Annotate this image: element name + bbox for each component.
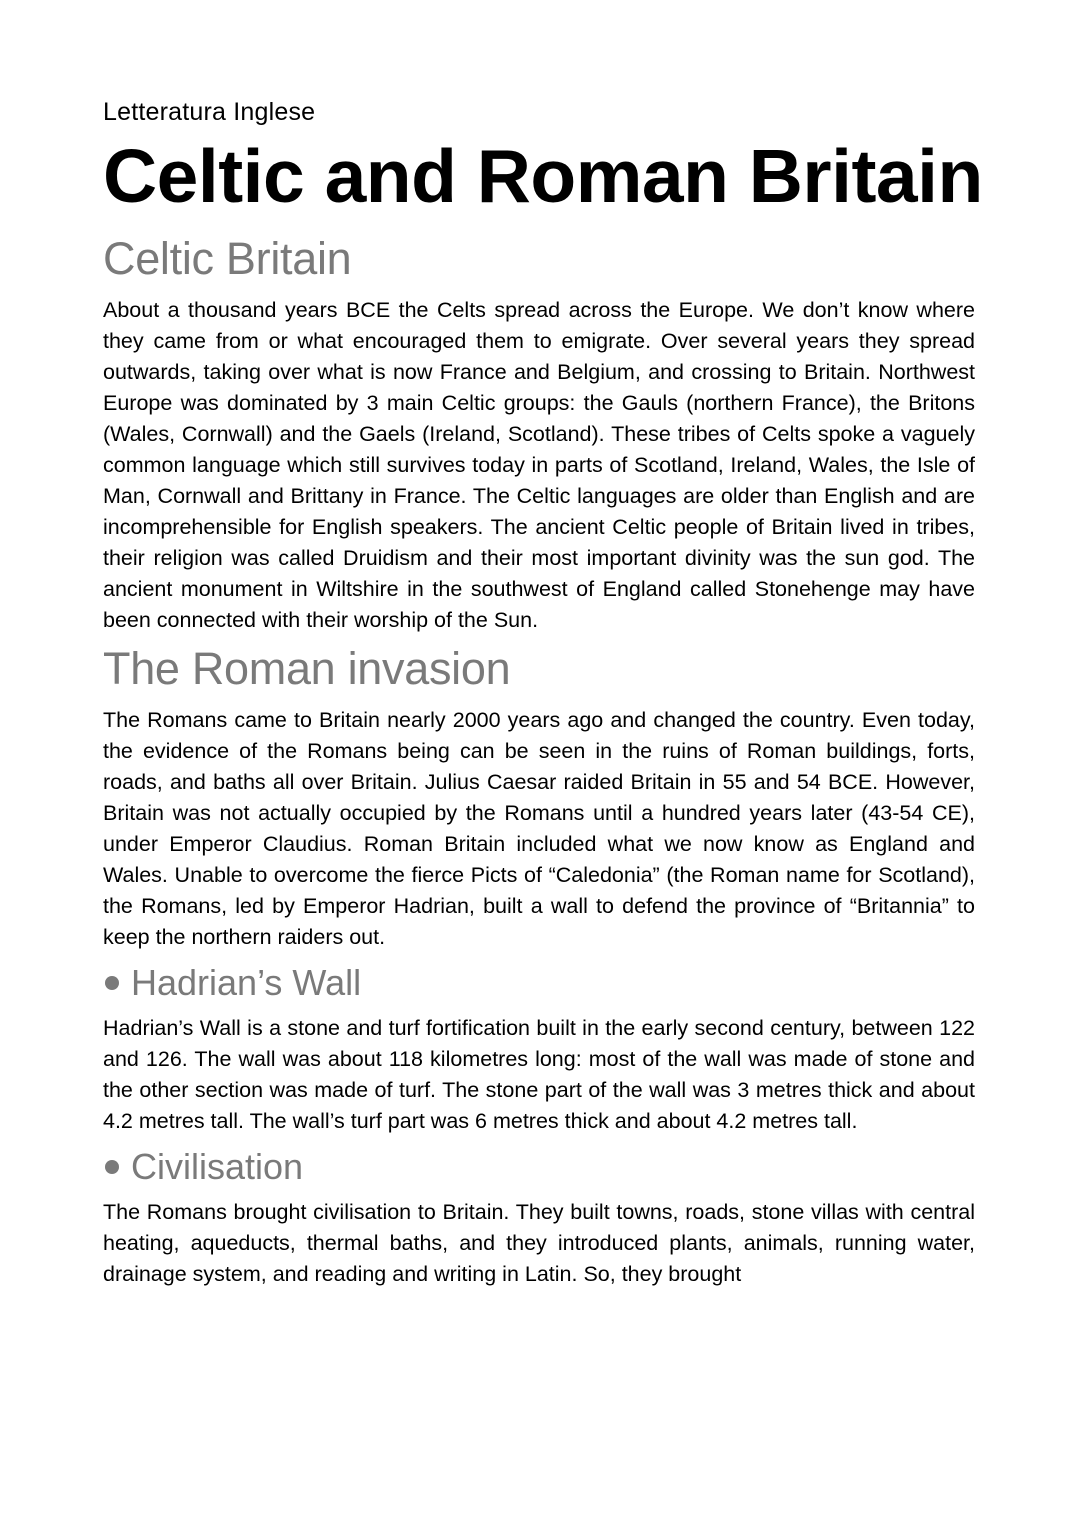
section-body-civilisation: The Romans brought civilisation to Britain. They built towns, roads, stone villas with central heating, aqueducts, thermal baths, and they introduced plants, animals, running water, drainage system, and reading and writing in Latin. So, they brought [103, 1200, 975, 1286]
subsection-heading-label: Hadrian’s Wall [131, 962, 362, 1003]
section-heading-roman-invasion: The Roman invasion [103, 643, 511, 694]
subsection-heading-label: Civilisation [131, 1146, 304, 1187]
bullet-icon [105, 976, 119, 990]
document-page [103, 98, 983, 1300]
subject-label: Letteratura Inglese [103, 98, 316, 126]
section-body-hadrians-wall: Hadrian’s Wall is a stone and turf fortification built in the early second century, between 122 and 126. The wall was about 118 kilometres long: most of the wall was made of stone and the other section was made of turf. The stone part of the wall was 3 metres thick and about 4.2 metres tall. The wall’s turf part was 6 metres thick and about 4.2 metres tall. [103, 1016, 975, 1133]
section-body-roman-invasion: The Romans came to Britain nearly 2000 years ago and changed the country. Even today, the evidence of the Romans being can be seen in the ruins of Roman buildings, forts, roads, and baths all over Britain. Julius Caesar raided Britain in 55 and 54 BCE. However, Britain was not actually occupied by the Romans until a hundred years later (43-54 CE), under Emperor Claudius. Roman Britain included what we now know as England and Wales. Unable to overcome the fierce Picts of “Caledonia” (the Roman name for Scotland), the Romans, led by Emperor Hadrian, built a wall to defend the province of “Britannia” to keep the northern raiders out. [103, 708, 975, 949]
subsection-heading-hadrians-wall [103, 962, 975, 1003]
section-body-celtic-britain: About a thousand years BCE the Celts spread across the Europe. We don’t know where they came from or what encouraged them to emigrate. Over several years they spread outwards, taking over what is now France and Belgium, and crossing to Britain. Northwest Europe was dominated by 3 main Celtic groups: the Gauls (northern France), the Britons (Wales, Cornwall) and the Gaels (Ireland, Scotland). These tribes of Celts spoke a vaguely common language which still survives today in parts of Scotland, Ireland, Wales, the Isle of Man, Cornwall and Brittany in France. The Celtic languages are older than English and are incomprehensible for English speakers. The ancient Celtic people of Britain lived in tribes, their religion was called Druidism and their most important divinity was the sun god. The ancient monument in Wiltshire in the southwest of England called Stonehenge may have been connected with their worship of the Sun. [103, 298, 975, 632]
bullet-icon [105, 1160, 119, 1174]
page-title: Celtic and Roman Britain [103, 134, 983, 218]
subsection-heading-civilisation [103, 1146, 975, 1187]
section-heading-celtic-britain: Celtic Britain [103, 233, 352, 284]
